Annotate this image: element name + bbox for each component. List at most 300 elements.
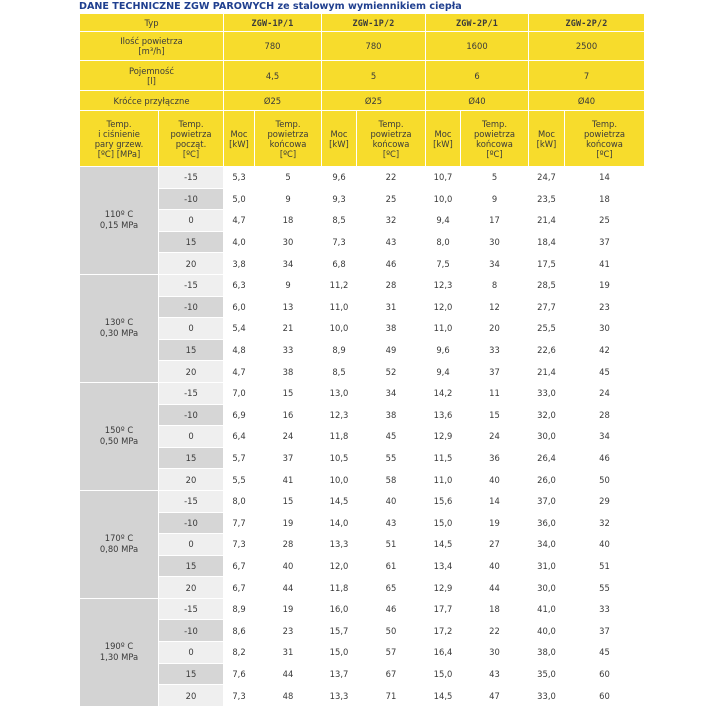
power-cell: 14,5 [426, 685, 461, 707]
outlet-temp-cell: 57 [357, 642, 426, 664]
outlet-temp-cell: 19 [461, 512, 529, 534]
header-line: powietrza [170, 128, 212, 139]
outlet-temp-cell: 27 [461, 534, 529, 556]
outlet-temp-cell: 49 [357, 339, 426, 361]
power-cell: 13,6 [426, 404, 461, 426]
page-title [79, 0, 462, 13]
power-cell: 11,8 [322, 426, 357, 448]
inlet-temp-cell: -10 [159, 296, 224, 318]
power-cell: 6,4 [224, 426, 255, 448]
outlet-temp-cell: 44 [461, 577, 529, 599]
header-line: [ºC] [MPa] [97, 148, 141, 159]
steam-condition-cell [80, 167, 159, 275]
header-line: [ºC] [182, 148, 200, 159]
outlet-temp-cell: 24 [461, 426, 529, 448]
power-cell: 14,5 [426, 534, 461, 556]
power-cell: 15,6 [426, 490, 461, 512]
inlet-temp-cell: 20 [159, 685, 224, 707]
power-cell: 32,0 [529, 404, 565, 426]
capacity-value: 4,5 [224, 61, 322, 91]
outlet-temp-cell: 31 [255, 642, 322, 664]
header-line: [ºC] [279, 148, 297, 159]
header-line: końcowa [476, 138, 513, 149]
power-cell: 4,7 [224, 361, 255, 383]
table-row [80, 274, 645, 296]
outlet-temp-header [565, 111, 645, 167]
inlet-temp-cell: -10 [159, 620, 224, 642]
power-cell: 11,8 [322, 577, 357, 599]
outlet-temp-cell: 71 [357, 685, 426, 707]
header-line: Moc [538, 128, 555, 139]
inlet-temp-cell: 15 [159, 663, 224, 685]
header-line: powietrza [583, 128, 626, 139]
capacity-row [80, 61, 645, 91]
airflow-value: 1600 [426, 32, 529, 61]
header-line: Temp. [482, 118, 507, 129]
power-cell: 4,8 [224, 339, 255, 361]
outlet-temp-cell: 43 [357, 231, 426, 253]
power-cell: 13,3 [322, 685, 357, 707]
outlet-temp-cell: 22 [357, 167, 426, 189]
outlet-temp-cell: 37 [565, 620, 645, 642]
inlet-temp-cell: -15 [159, 274, 224, 296]
outlet-temp-cell: 23 [565, 296, 645, 318]
header-line: [kW] [433, 138, 453, 149]
power-cell: 7,0 [224, 382, 255, 404]
power-cell: 6,8 [322, 253, 357, 275]
outlet-temp-cell: 40 [357, 490, 426, 512]
table-row [80, 188, 645, 210]
outlet-temp-cell: 44 [255, 663, 322, 685]
power-cell: 15,7 [322, 620, 357, 642]
power-cell: 13,0 [322, 382, 357, 404]
power-cell: 6,7 [224, 577, 255, 599]
power-header [322, 111, 357, 167]
inlet-temp-cell: 15 [159, 555, 224, 577]
inlet-temp-cell: 0 [159, 426, 224, 448]
power-cell: 15,0 [426, 663, 461, 685]
capacity-label [80, 61, 224, 91]
power-cell: 12,0 [426, 296, 461, 318]
outlet-temp-cell: 32 [565, 512, 645, 534]
steam-condition-cell [80, 490, 159, 598]
power-cell: 31,0 [529, 555, 565, 577]
airflow-label-text: Ilość powietrza [120, 36, 183, 46]
airflow-value: 780 [322, 32, 426, 61]
header-line: Moc [230, 128, 248, 139]
outlet-temp-cell: 48 [255, 685, 322, 707]
outlet-temp-cell: 9 [461, 188, 529, 210]
airflow-value: 2500 [529, 32, 645, 61]
outlet-temp-cell: 31 [357, 296, 426, 318]
outlet-temp-cell: 37 [565, 231, 645, 253]
power-cell: 7,3 [322, 231, 357, 253]
power-cell: 21,4 [529, 361, 565, 383]
power-cell: 8,5 [322, 361, 357, 383]
outlet-temp-cell: 61 [357, 555, 426, 577]
outlet-temp-cell: 15 [461, 404, 529, 426]
connections-row [80, 91, 645, 111]
outlet-temp-cell: 15 [255, 490, 322, 512]
power-cell: 13,4 [426, 555, 461, 577]
table-row [80, 318, 645, 340]
connections-value: Ø40 [426, 91, 529, 111]
inlet-temp-cell: -10 [159, 512, 224, 534]
outlet-temp-cell: 67 [357, 663, 426, 685]
airflow-label-unit: [m³/h] [138, 46, 165, 56]
inlet-temp-cell: 0 [159, 642, 224, 664]
outlet-temp-cell: 46 [565, 447, 645, 469]
inlet-temp-cell: -15 [159, 167, 224, 189]
power-cell: 6,3 [224, 274, 255, 296]
power-cell: 7,7 [224, 512, 255, 534]
outlet-temp-cell: 42 [565, 339, 645, 361]
airflow-value: 780 [224, 32, 322, 61]
power-cell: 12,3 [322, 404, 357, 426]
table-row [80, 534, 645, 556]
outlet-temp-cell: 16 [255, 404, 322, 426]
title-main: DANE TECHNICZNE ZGW PAROWYCH [79, 1, 275, 12]
header-line: Temp. [275, 118, 301, 129]
outlet-temp-cell: 37 [461, 361, 529, 383]
outlet-temp-cell: 55 [565, 577, 645, 599]
power-cell: 13,3 [322, 534, 357, 556]
inlet-temp-cell: 20 [159, 253, 224, 275]
header-line: końcowa [586, 138, 623, 149]
inlet-temp-cell: -10 [159, 404, 224, 426]
connections-value: Ø25 [322, 91, 426, 111]
capacity-value: 6 [426, 61, 529, 91]
outlet-temp-cell: 5 [255, 167, 322, 189]
outlet-temp-cell: 13 [255, 296, 322, 318]
outlet-temp-cell: 38 [255, 361, 322, 383]
outlet-temp-cell: 25 [565, 210, 645, 232]
outlet-temp-cell: 47 [461, 685, 529, 707]
power-cell: 8,5 [322, 210, 357, 232]
outlet-temp-cell: 37 [255, 447, 322, 469]
inlet-temp-cell: 0 [159, 318, 224, 340]
table-row [80, 577, 645, 599]
table-row [80, 296, 645, 318]
header-line: Temp. [178, 118, 204, 129]
table-row [80, 404, 645, 426]
table-row [80, 426, 645, 448]
outlet-temp-cell: 34 [255, 253, 322, 275]
steam-pressure: 0,80 MPa [99, 544, 139, 555]
title-suffix: ze stalowym wymiennikiem ciepła [274, 1, 462, 12]
inlet-temp-cell: 20 [159, 469, 224, 491]
table-row [80, 339, 645, 361]
power-cell: 16,4 [426, 642, 461, 664]
outlet-temp-cell: 14 [565, 167, 645, 189]
outlet-temp-cell: 55 [357, 447, 426, 469]
table-row [80, 663, 645, 685]
outlet-temp-cell: 17 [461, 210, 529, 232]
outlet-temp-cell: 36 [461, 447, 529, 469]
power-cell: 5,0 [224, 188, 255, 210]
inlet-temp-header [159, 111, 224, 167]
power-cell: 11,0 [426, 469, 461, 491]
power-cell: 4,0 [224, 231, 255, 253]
table-row [80, 447, 645, 469]
outlet-temp-cell: 23 [255, 620, 322, 642]
power-cell: 7,6 [224, 663, 255, 685]
power-cell: 27,7 [529, 296, 565, 318]
power-cell: 30,0 [529, 577, 565, 599]
power-cell: 23,5 [529, 188, 565, 210]
outlet-temp-cell: 9 [255, 274, 322, 296]
power-cell: 10,5 [322, 447, 357, 469]
outlet-temp-cell: 43 [461, 663, 529, 685]
table-row [80, 253, 645, 275]
steam-pressure: 0,30 MPa [99, 328, 139, 339]
steam-temp-header [80, 111, 159, 167]
type-row [80, 14, 645, 32]
power-cell: 10,7 [426, 167, 461, 189]
power-cell: 34,0 [529, 534, 565, 556]
outlet-temp-cell: 43 [357, 512, 426, 534]
outlet-temp-cell: 45 [357, 426, 426, 448]
outlet-temp-cell: 38 [357, 318, 426, 340]
capacity-label-text: Pojemność [129, 65, 174, 76]
table-row [80, 382, 645, 404]
connections-value: Ø40 [529, 91, 645, 111]
inlet-temp-cell: -10 [159, 188, 224, 210]
power-cell: 18,4 [529, 231, 565, 253]
header-line: [kW] [536, 138, 557, 149]
outlet-temp-cell: 19 [565, 274, 645, 296]
steam-temperature: 190º C [104, 641, 134, 652]
outlet-temp-cell: 24 [255, 426, 322, 448]
header-line: Moc [330, 128, 348, 139]
power-cell: 24,7 [529, 167, 565, 189]
power-cell: 33,0 [529, 382, 565, 404]
outlet-temp-cell: 25 [357, 188, 426, 210]
outlet-temp-cell: 44 [255, 577, 322, 599]
power-cell: 15,0 [322, 642, 357, 664]
outlet-temp-cell: 40 [461, 555, 529, 577]
inlet-temp-cell: 20 [159, 361, 224, 383]
inlet-temp-cell: -15 [159, 490, 224, 512]
outlet-temp-cell: 32 [357, 210, 426, 232]
table-row [80, 361, 645, 383]
inlet-temp-cell: 0 [159, 534, 224, 556]
airflow-row [80, 32, 645, 61]
outlet-temp-cell: 18 [461, 598, 529, 620]
power-cell: 12,9 [426, 426, 461, 448]
header-line: [ºC] [596, 148, 613, 159]
header-line: powietrza [473, 128, 516, 139]
power-cell: 9,6 [322, 167, 357, 189]
outlet-temp-cell: 30 [255, 231, 322, 253]
steam-temperature: 170º C [104, 533, 134, 544]
power-cell: 12,9 [426, 577, 461, 599]
outlet-temp-cell: 46 [357, 253, 426, 275]
power-cell: 16,0 [322, 598, 357, 620]
power-cell: 9,4 [426, 361, 461, 383]
capacity-value: 7 [529, 61, 645, 91]
outlet-temp-cell: 65 [357, 577, 426, 599]
outlet-temp-header [461, 111, 529, 167]
outlet-temp-cell: 33 [461, 339, 529, 361]
power-cell: 15,0 [426, 512, 461, 534]
outlet-temp-cell: 34 [357, 382, 426, 404]
steam-pressure: 0,50 MPa [99, 436, 139, 447]
outlet-temp-cell: 34 [565, 426, 645, 448]
outlet-temp-cell: 30 [461, 642, 529, 664]
power-cell: 8,9 [322, 339, 357, 361]
outlet-temp-cell: 21 [255, 318, 322, 340]
outlet-temp-cell: 19 [255, 512, 322, 534]
outlet-temp-cell: 30 [461, 231, 529, 253]
power-cell: 5,7 [224, 447, 255, 469]
outlet-temp-cell: 33 [255, 339, 322, 361]
power-cell: 21,4 [529, 210, 565, 232]
power-cell: 3,8 [224, 253, 255, 275]
power-cell: 7,3 [224, 534, 255, 556]
power-cell: 11,5 [426, 447, 461, 469]
power-cell: 5,5 [224, 469, 255, 491]
header-line: końcowa [269, 138, 307, 149]
power-cell: 14,0 [322, 512, 357, 534]
power-cell: 22,6 [529, 339, 565, 361]
steam-condition-cell [80, 382, 159, 490]
power-cell: 33,0 [529, 685, 565, 707]
power-cell: 13,7 [322, 663, 357, 685]
outlet-temp-cell: 58 [357, 469, 426, 491]
table-row [80, 167, 645, 189]
power-cell: 38,0 [529, 642, 565, 664]
power-cell: 17,2 [426, 620, 461, 642]
outlet-temp-cell: 28 [255, 534, 322, 556]
header-line: [kW] [329, 138, 349, 149]
power-cell: 4,7 [224, 210, 255, 232]
outlet-temp-cell: 29 [565, 490, 645, 512]
power-cell: 6,0 [224, 296, 255, 318]
header-line: końcowa [372, 138, 410, 149]
table-row [80, 685, 645, 707]
power-cell: 11,0 [426, 318, 461, 340]
table-row [80, 469, 645, 491]
outlet-temp-cell: 52 [357, 361, 426, 383]
header-line: Temp. [378, 118, 404, 129]
power-cell: 40,0 [529, 620, 565, 642]
model-header: ZGW-1P/1 [224, 14, 322, 32]
power-cell: 37,0 [529, 490, 565, 512]
outlet-temp-cell: 60 [565, 663, 645, 685]
header-line: [ºC] [486, 148, 503, 159]
power-cell: 10,0 [426, 188, 461, 210]
outlet-temp-cell: 11 [461, 382, 529, 404]
power-cell: 12,0 [322, 555, 357, 577]
power-cell: 14,5 [322, 490, 357, 512]
steam-condition-cell [80, 598, 159, 706]
power-cell: 8,2 [224, 642, 255, 664]
header-line: Temp. [592, 118, 617, 129]
power-cell: 7,3 [224, 685, 255, 707]
table-row [80, 231, 645, 253]
table-row [80, 210, 645, 232]
power-cell: 25,5 [529, 318, 565, 340]
table-row [80, 512, 645, 534]
power-cell: 11,2 [322, 274, 357, 296]
steam-condition-cell [80, 274, 159, 382]
power-cell: 10,0 [322, 318, 357, 340]
outlet-temp-cell: 18 [565, 188, 645, 210]
capacity-label-unit: [l] [147, 75, 156, 86]
outlet-temp-cell: 28 [565, 404, 645, 426]
steam-temperature: 110º C [104, 209, 134, 220]
power-cell: 8,0 [426, 231, 461, 253]
table-row [80, 598, 645, 620]
column-header-row [80, 111, 645, 167]
power-header [529, 111, 565, 167]
header-line: [ºC] [382, 148, 400, 159]
header-line: pary grzew. [94, 138, 144, 149]
inlet-temp-cell: 0 [159, 210, 224, 232]
header-line: Moc [434, 128, 452, 139]
outlet-temp-cell: 15 [255, 382, 322, 404]
outlet-temp-cell: 14 [461, 490, 529, 512]
inlet-temp-cell: 20 [159, 577, 224, 599]
outlet-temp-cell: 12 [461, 296, 529, 318]
outlet-temp-cell: 8 [461, 274, 529, 296]
outlet-temp-cell: 28 [357, 274, 426, 296]
outlet-temp-cell: 46 [357, 598, 426, 620]
power-cell: 12,3 [426, 274, 461, 296]
table-row [80, 620, 645, 642]
table-row [80, 490, 645, 512]
outlet-temp-cell: 45 [565, 642, 645, 664]
power-cell: 14,2 [426, 382, 461, 404]
header-line: Temp. [106, 118, 132, 129]
outlet-temp-cell: 9 [255, 188, 322, 210]
header-line: powietrza [370, 128, 412, 139]
outlet-temp-cell: 19 [255, 598, 322, 620]
outlet-temp-cell: 40 [461, 469, 529, 491]
steam-temperature: 150º C [104, 425, 134, 436]
header-line: i ciśnienie [98, 128, 140, 139]
outlet-temp-cell: 50 [565, 469, 645, 491]
outlet-temp-cell: 41 [255, 469, 322, 491]
steam-pressure: 1,30 MPa [99, 652, 139, 663]
outlet-temp-cell: 51 [565, 555, 645, 577]
power-cell: 36,0 [529, 512, 565, 534]
outlet-temp-cell: 20 [461, 318, 529, 340]
power-cell: 26,4 [529, 447, 565, 469]
technical-data-table [79, 13, 645, 707]
outlet-temp-cell: 51 [357, 534, 426, 556]
outlet-temp-cell: 30 [565, 318, 645, 340]
steam-pressure: 0,15 MPa [99, 220, 139, 231]
header-line: począt. [175, 138, 207, 149]
power-cell: 28,5 [529, 274, 565, 296]
outlet-temp-header [255, 111, 322, 167]
power-cell: 10,0 [322, 469, 357, 491]
outlet-temp-cell: 34 [461, 253, 529, 275]
steam-temperature: 130º C [104, 317, 134, 328]
type-label: Typ [80, 14, 224, 32]
outlet-temp-cell: 40 [565, 534, 645, 556]
power-cell: 5,4 [224, 318, 255, 340]
power-cell: 9,6 [426, 339, 461, 361]
outlet-temp-cell: 45 [565, 361, 645, 383]
table-row [80, 642, 645, 664]
power-cell: 7,5 [426, 253, 461, 275]
outlet-temp-header [357, 111, 426, 167]
airflow-label [80, 32, 224, 61]
power-header [426, 111, 461, 167]
